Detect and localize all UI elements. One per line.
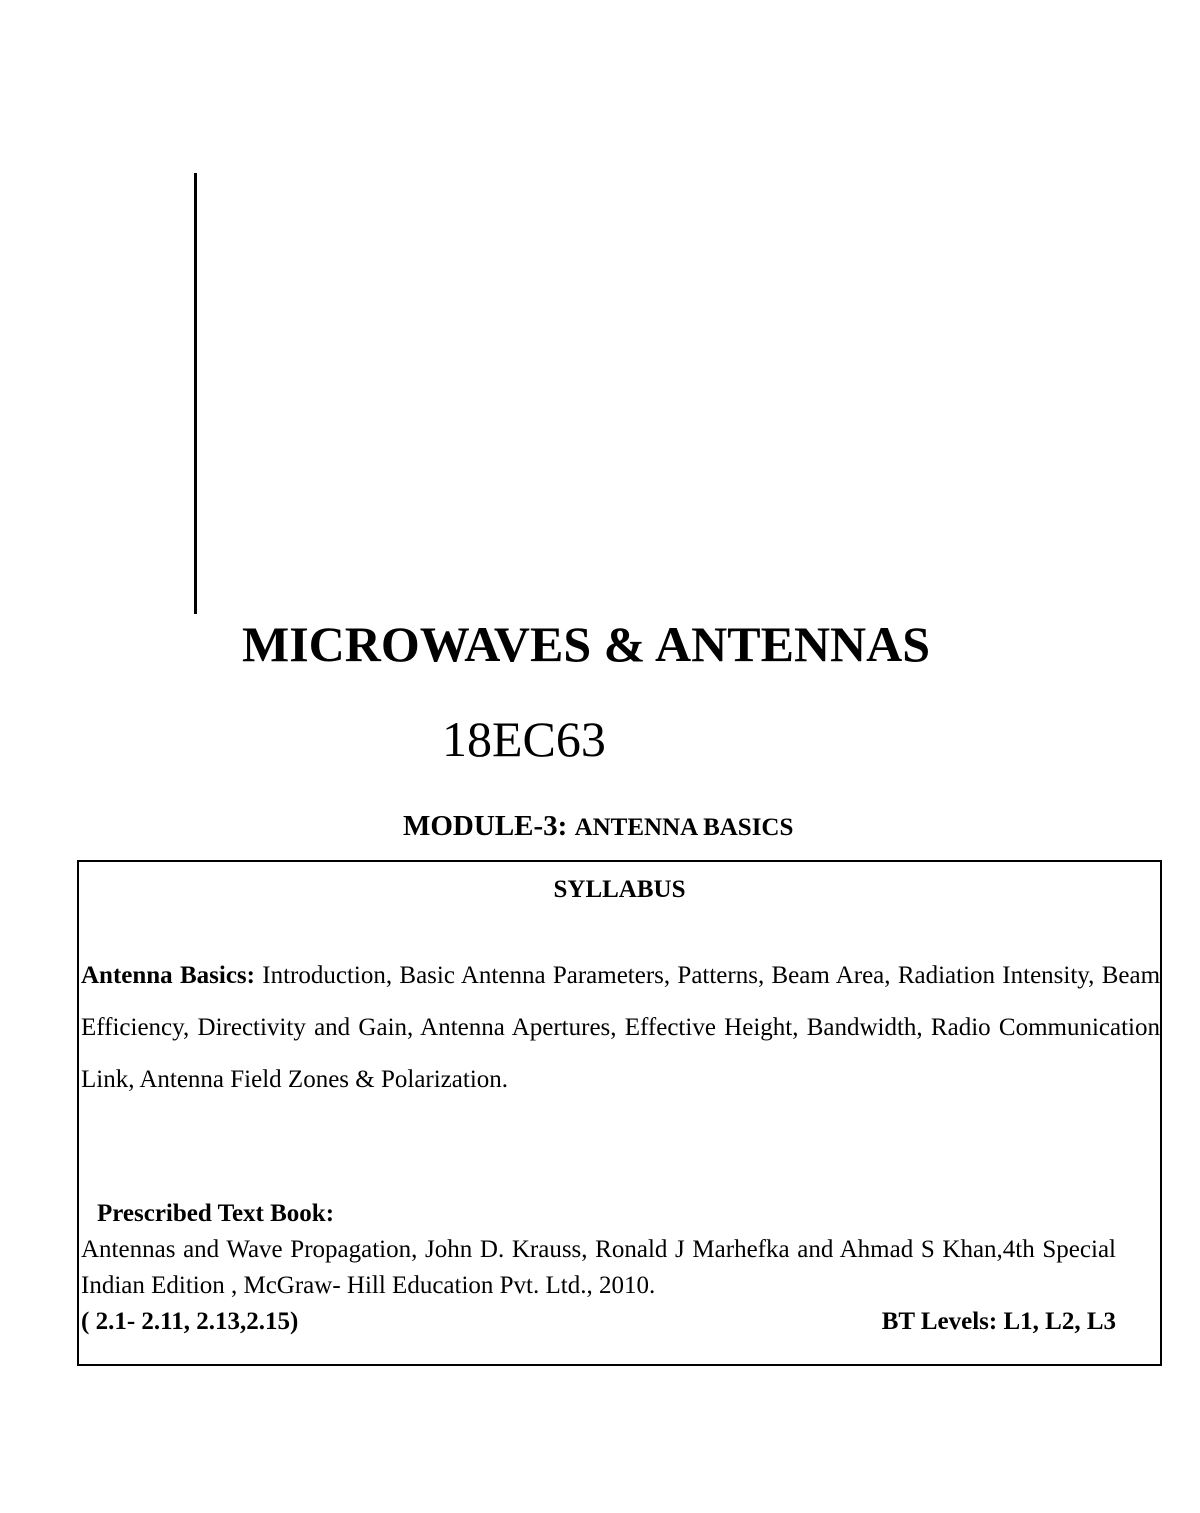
bt-levels: BT Levels: L1, L2, L3 bbox=[881, 1308, 1116, 1335]
module-heading bbox=[403, 806, 793, 848]
syllabus-topics bbox=[81, 950, 1160, 1106]
reference-footer bbox=[81, 1304, 1116, 1340]
vertical-rule bbox=[194, 173, 197, 614]
section-range: ( 2.1- 2.11, 2.13,2.15) bbox=[81, 1308, 299, 1335]
document-title: MICROWAVES & ANTENNAS bbox=[242, 616, 931, 672]
module-name: ANTENNA BASICS bbox=[574, 814, 794, 841]
syllabus-heading: SYLLABUS bbox=[553, 876, 686, 903]
syllabus-box bbox=[77, 860, 1162, 1366]
module-label: MODULE-3: bbox=[403, 810, 568, 842]
textbook-heading: Prescribed Text Book: bbox=[97, 1200, 335, 1227]
topic-text: Introduction, Basic Antenna Parameters, Patterns, Beam Area, Radiation Intensity, Beam Efficiency, Directivity and Gain, Antenna Apertures, Effective Height, Bandwidth, Radio Communication Link, Antenna Field Zones & Polarization. bbox=[81, 962, 1161, 1093]
course-code: 18EC63 bbox=[442, 711, 606, 767]
topic-label: Antenna Basics: bbox=[81, 962, 255, 989]
textbook-reference: Antennas and Wave Propagation, John D. Krauss, Ronald J Marhefka and Ahmad S Khan,4th Special Indian Edition , McGraw- Hill Education Pvt. Ltd., 2010. bbox=[81, 1236, 1116, 1299]
